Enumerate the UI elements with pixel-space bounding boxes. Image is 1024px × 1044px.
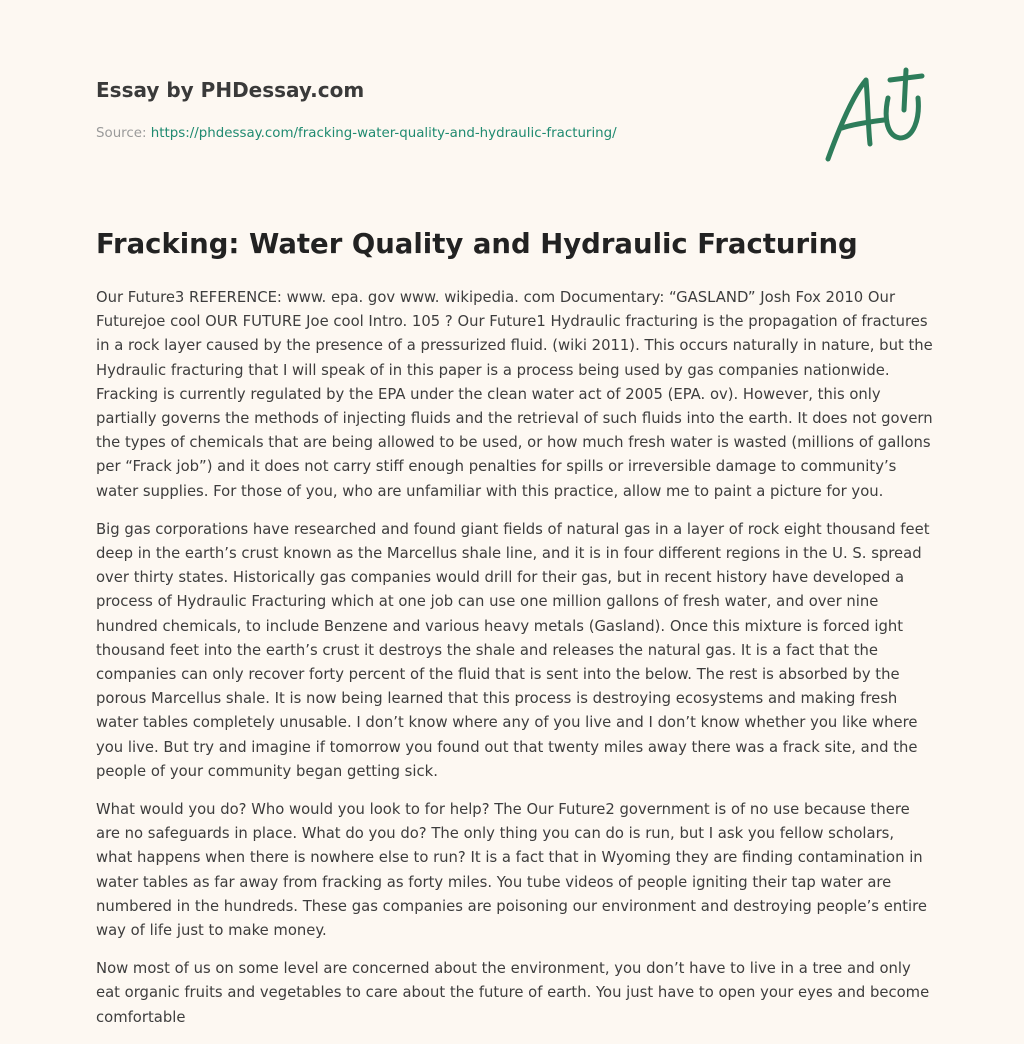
a-plus-grade-icon	[818, 66, 928, 166]
source-line	[96, 125, 796, 143]
essay-paragraph: What would you do? Who would you look to for help? The Our Future2 government is of no use because there are no safeguards in place. What do you do? The only thing you can do is run, but I ask you fellow scholars, what happens when there is nowhere else to run? It is a fact that in Wyoming they are finding contamination in water tables as far away from fracking as forty miles. You tube videos of people igniting their tap water are numbered in the hundreds. These gas companies are poisoning our environment and destroying people’s entire way of life just to make money.	[96, 801, 927, 940]
essay-paragraph: Now most of us on some level are concerned about the environment, you don’t have to live in a tree and only eat organic fruits and vegetables to care about the future of earth. You just have to open your eyes and become comfortable	[96, 960, 930, 1026]
site-brand: Essay by PHDessay.com	[96, 78, 365, 102]
essay-paragraph: Our Future3 REFERENCE: www. epa. gov www. wikipedia. com Documentary: “GASLAND” Josh Fox 2010 Our Futurejoe cool OUR FUTURE Joe cool Intro. 105 ? Our Future1 Hydraulic fracturing is the propagation of fractures in a rock layer caused by the presence of a pressurized fluid. (wiki 2011). This occurs naturally in nature, but the Hydraulic fracturing that I will speak of in this paper is a process being used by gas companies nationwide. Fracking is currently regulated by the EPA under the clean water act of 2005 (EPA. ov). However, this only partially governs the methods of injecting fluids and the retrieval of such fluids into the earth. It does not govern the types of chemicals that are being allowed to be used, or how much fresh water is wasted (millions of gallons per “Frack job”) and it does not carry stiff enough penalties for spills or irreversible damage to community’s water supplies. For those of you, who are unfamiliar with this practice, allow me to paint a picture for you.	[96, 289, 933, 500]
source-label: Source:	[96, 126, 151, 141]
essay-paragraph: Big gas corporations have researched and found giant fields of natural gas in a layer of rock eight thousand feet deep in the earth’s crust known as the Marcellus shale line, and it is in four different regions in the U. S. spread over thirty states. Historically gas companies would drill for their gas, but in recent history have developed a process of Hydraulic Fracturing which at one job can use one million gallons of fresh water, and over nine hundred chemicals, to include Benzene and various heavy metals (Gasland). Once this mixture is forced ight thousand feet into the earth’s crust it destroys the shale and releases the natural gas. It is a fact that the companies can only recover forty percent of the fluid that is sent into the below. The rest is absorbed by the porous Marcellus shale. It is now being learned that this process is destroying ecosystems and making fresh water tables completely unusable. I don’t know where any of you live and I don’t know whether you like where you live. But try and imagine if tomorrow you found out that twenty miles away there was a frack site, and the people of your community began getting sick.	[96, 520, 930, 780]
essay-body	[96, 286, 934, 1044]
essay-title: Fracking: Water Quality and Hydraulic Fracturing	[96, 228, 858, 260]
essay-header	[96, 76, 796, 143]
source-link[interactable]: https://phdessay.com/fracking-water-quality-and-hydraulic-fracturing/	[150, 126, 617, 141]
